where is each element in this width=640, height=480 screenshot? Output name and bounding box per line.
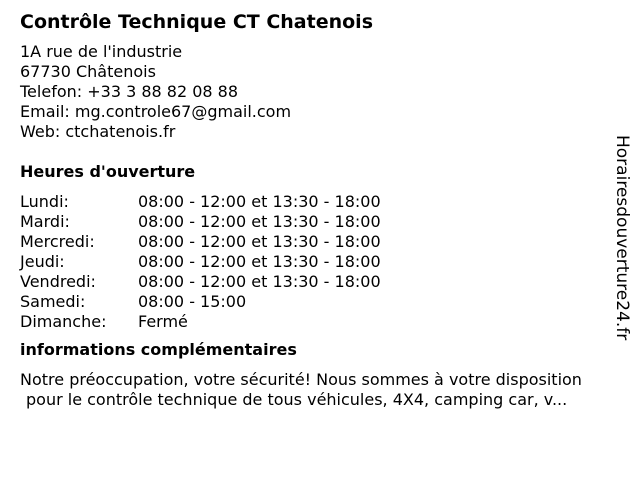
address-street: 1A rue de l'industrie [20,42,183,61]
day-hours: 08:00 - 12:00 et 13:30 - 18:00 [138,252,381,271]
day-label: Samedi: [20,292,86,311]
day-hours: 08:00 - 15:00 [138,292,247,311]
hours-row-sunday [20,312,610,332]
additional-info-line-1: Notre préoccupation, votre sécurité! Nous sommes à votre disposition [20,370,582,389]
day-hours: 08:00 - 12:00 et 13:30 - 18:00 [138,272,381,291]
opening-hours-heading: Heures d'ouverture [20,162,196,181]
day-hours: 08:00 - 12:00 et 13:30 - 18:00 [138,192,381,211]
hours-row-saturday [20,292,610,312]
additional-info-heading: informations complémentaires [20,340,297,359]
day-hours: Fermé [138,312,188,331]
hours-row-tuesday [20,212,610,232]
day-label: Mercredi: [20,232,95,251]
day-hours: 08:00 - 12:00 et 13:30 - 18:00 [138,232,381,251]
watermark-text: Horairesdouverture24.fr [612,135,632,341]
day-label: Lundi: [20,192,69,211]
hours-row-wednesday [20,232,610,252]
email-line: Email: mg.controle67@gmail.com [20,102,292,121]
additional-info-line-2: pour le contrôle technique de tous véhicules, 4X4, camping car, v... [26,390,568,409]
day-label: Dimanche: [20,312,107,331]
day-label: Vendredi: [20,272,96,291]
business-card [20,10,610,410]
web-line: Web: ctchatenois.fr [20,122,176,141]
hours-row-friday [20,272,610,292]
day-label: Mardi: [20,212,70,231]
address-city: 67730 Châtenois [20,62,156,81]
site-watermark [612,135,632,345]
business-name: Contrôle Technique CT Chatenois [20,11,374,33]
day-label: Jeudi: [20,252,65,271]
opening-hours-table [20,192,610,332]
phone-line: Telefon: +33 3 88 82 08 88 [20,82,239,101]
hours-row-thursday [20,252,610,272]
day-hours: 08:00 - 12:00 et 13:30 - 18:00 [138,212,381,231]
hours-row-monday [20,192,610,212]
